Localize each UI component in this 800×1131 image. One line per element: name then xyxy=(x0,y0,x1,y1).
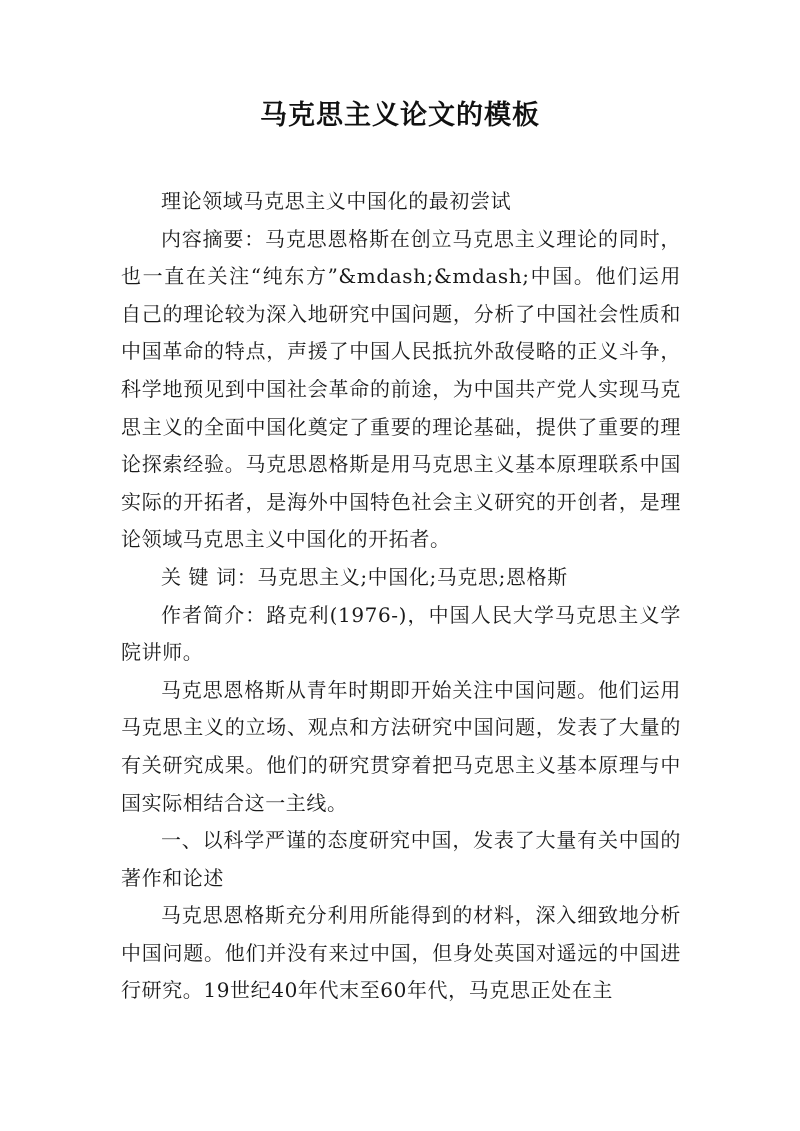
section-heading-paragraph: 一、以科学严谨的态度研究中国，发表了大量有关中国的著作和论述 xyxy=(121,828,681,890)
subtitle-paragraph: 理论领域马克思主义中国化的最初尝试 xyxy=(161,189,512,213)
intro-paragraph: 马克思恩格斯从青年时期即开始关注中国问题。他们运用马克思主义的立场、观点和方法研究中国问题，发表了大量的有关研究成果。他们的研究贯穿着把马克思主义基本原理与中国实际相结合这一主线。 xyxy=(121,677,681,815)
document-title: 马克思主义论文的模板 xyxy=(260,100,540,131)
body-paragraph: 马克思恩格斯充分利用所能得到的材料，深入细致地分析中国问题。他们并没有来过中国，但身处英国对遥远的中国进行研究。19世纪40年代末至60年代，马克思正处在主 xyxy=(121,903,681,1003)
document-body xyxy=(121,183,681,1010)
author-bio-paragraph: 作者简介：路克利(1976-)，中国人民大学马克思主义学院讲师。 xyxy=(121,602,681,665)
abstract-paragraph: 内容摘要：马克思恩格斯在创立马克思主义理论的同时，也一直在关注“纯东方”&mdash;&mdash;中国。他们运用自己的理论较为深入地研究中国问题，分析了中国社会性质和中国革命的特点，声援了中国人民抵抗外敌侵略的正义斗争，科学地预见到中国社会革命的前途，为中国共产党人实现马克思主义的全面中国化奠定了重要的理论基础，提供了重要的理论探索经验。马克思恩格斯是用马克思主义基本原理联系中国实际的开拓者，是海外中国特色社会主义研究的开创者，是理论领域马克思主义中国化的开拓者。 xyxy=(121,226,681,552)
keywords-paragraph: 关 键 词：马克思主义;中国化;马克思;恩格斯 xyxy=(161,564,568,589)
